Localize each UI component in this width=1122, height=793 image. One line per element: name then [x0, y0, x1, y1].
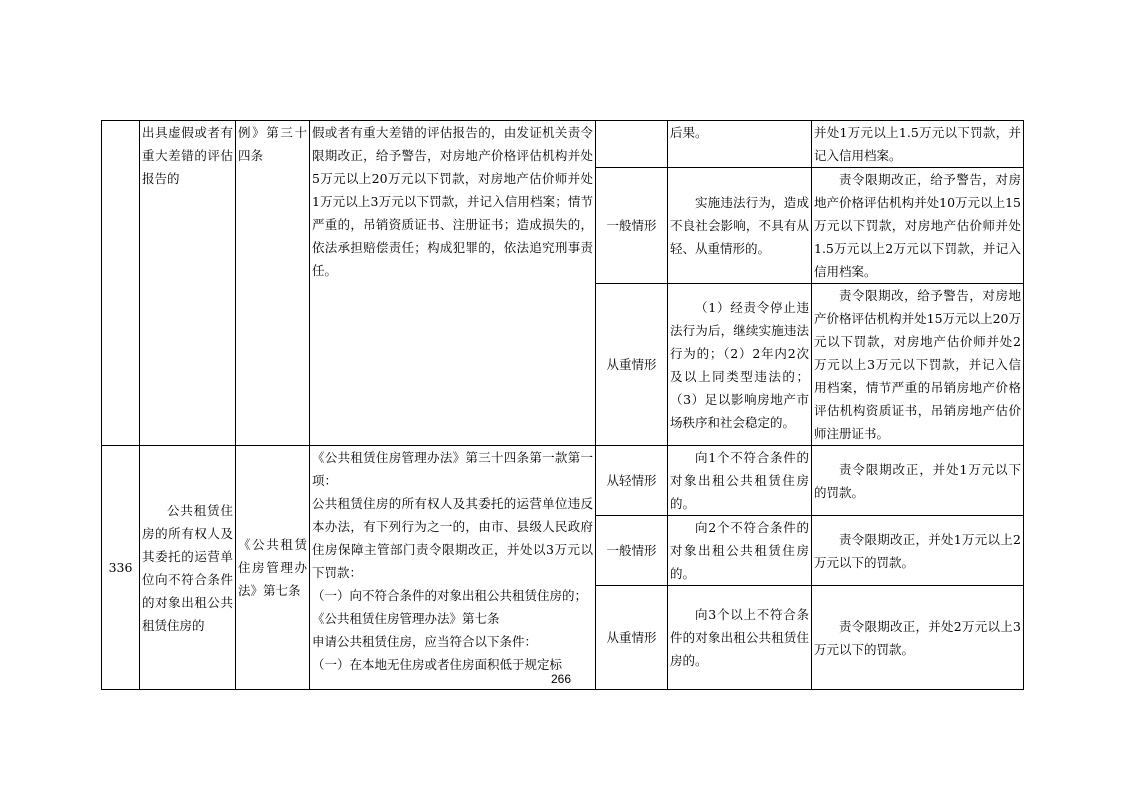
penalty-standard-cell: 责令限期改正，给予警告，对房地产价格评估机构并处10万元以上15万元以下罚款，对房地产估价师并处1.5万元以上2万元以下罚款，并记入信用档案。 [812, 168, 1024, 284]
circumstance-level-cell: 从重情形 [596, 586, 668, 690]
circumstance-condition-cell: 向2个不符合条件的对象出租公共租赁住房的。 [668, 516, 812, 586]
circumstance-condition-cell: 实施违法行为，造成不良社会影响，不具有从轻、从重情形的。 [668, 168, 812, 284]
page-number: 266 [550, 672, 572, 686]
circumstance-level-cell: 从重情形 [596, 284, 668, 446]
provision-line: 《公共租赁住房管理办法》第三十四条第一款第一项： [312, 450, 593, 488]
provision-line: 公共租赁住房的所有权人及其委托的运营单位违反本办法，有下列行为之一的，由市、县级人民政府住房保障主管部门责令限期改正，并处以3万元以下罚款： [312, 496, 593, 580]
serial-number-cell [102, 121, 140, 446]
legal-basis-cell: 例》第三十四条 [236, 121, 310, 446]
circumstance-level-cell [596, 121, 668, 168]
circumstance-level-cell: 一般情形 [596, 516, 668, 586]
circumstance-condition-cell: （1）经责令停止违法行为后，继续实施违法行为的；（2）2年内2次及以上同类型违法的；（3）足以影响房地产市场秩序和社会稳定的。 [668, 284, 812, 446]
provision-line: （一）在本地无住房或者住房面积低于规定标 [312, 657, 563, 672]
circumstance-level-cell: 一般情形 [596, 168, 668, 284]
table-row [102, 121, 1024, 168]
penalty-provision-cell [310, 446, 596, 690]
table-row [102, 446, 1024, 516]
legal-basis-cell: 《公共租赁住房管理办法》第七条 [236, 446, 310, 690]
provision-line: 申请公共租赁住房，应当符合以下条件： [312, 634, 538, 649]
circumstance-condition-cell: 向1个不符合条件的对象出租公共租赁住房的。 [668, 446, 812, 516]
penalty-standard-cell: 并处1万元以上1.5万元以下罚款，并记入信用档案。 [812, 121, 1024, 168]
violation-item-cell: 公共租赁住房的所有权人及其委托的运营单位向不符合条件的对象出租公共租赁住房的 [140, 446, 236, 690]
penalty-provision-cell: 假或者有重大差错的评估报告的，由发证机关责令限期改正，给予警告，对房地产价格评估机构并处5万元以上20万元以下罚款，对房地产估价师并处1万元以上3万元以下罚款，并记入信用档案；情节严重的，吊销资质证书、注册证书；造成损失的，依法承担赔偿责任；构成犯罪的，依法追究刑事责任。 [310, 121, 596, 446]
violation-item-cell: 出具虚假或者有重大差错的评估报告的 [140, 121, 236, 446]
penalty-standard-cell: 责令限期改，给予警告，对房地产价格评估机构并处15万元以上20万元以下罚款，对房地产估价师并处2万元以上3万元以下罚款，并记入信用档案，情节严重的吊销房地产价格评估机构资质证书，吊销房地产估价师注册证书。 [812, 284, 1024, 446]
circumstance-condition-cell: 后果。 [668, 121, 812, 168]
penalty-standard-cell: 责令限期改正，并处1万元以上2万元以下的罚款。 [812, 516, 1024, 586]
penalty-standard-cell: 责令限期改正，并处2万元以上3万元以下的罚款。 [812, 586, 1024, 690]
provision-line: （一）向不符合条件的对象出租公共租赁住房的； [312, 588, 588, 603]
circumstance-condition-cell: 向3个以上不符合条件的对象出租公共租赁住房的。 [668, 586, 812, 690]
circumstance-level-cell: 从轻情形 [596, 446, 668, 516]
provision-line: 《公共租赁住房管理办法》第七条 [312, 611, 500, 626]
penalty-discretion-table [101, 120, 1024, 690]
penalty-standard-cell: 责令限期改正，并处1万元以下的罚款。 [812, 446, 1024, 516]
serial-number-cell: 336 [102, 446, 140, 690]
